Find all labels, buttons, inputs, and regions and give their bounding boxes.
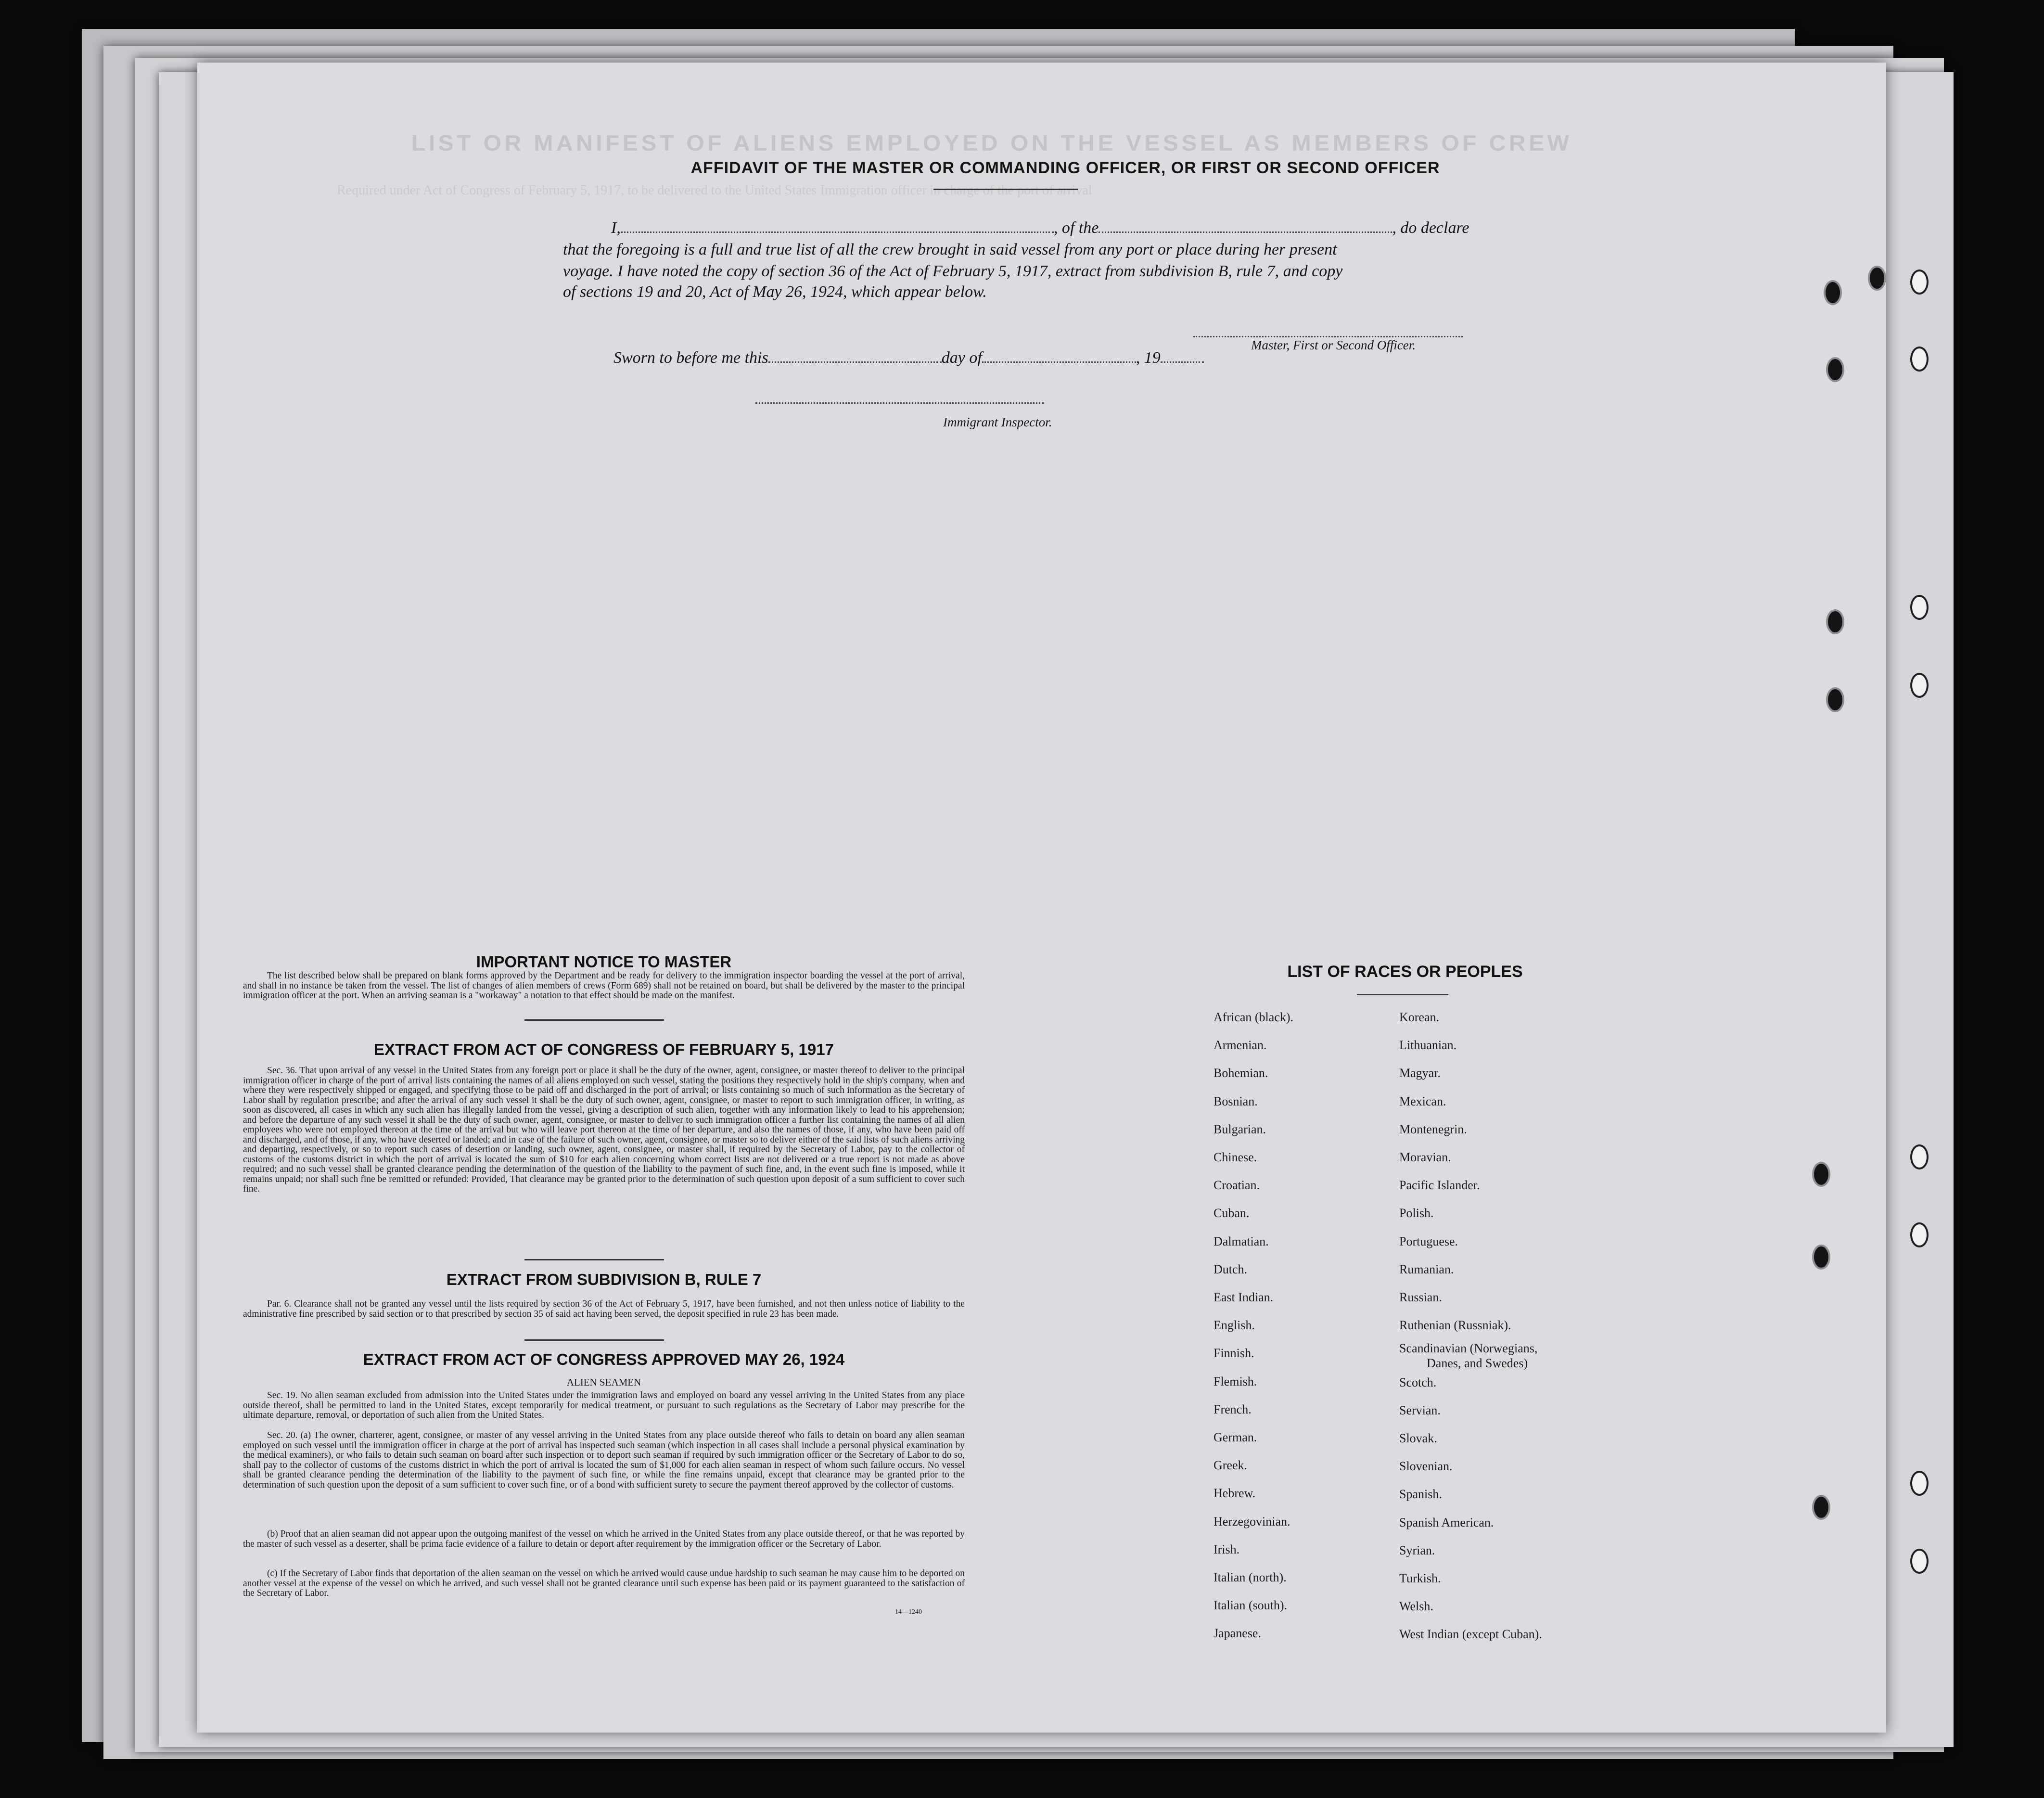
section-rule xyxy=(1357,994,1448,995)
race-item: Montenegrin. xyxy=(1399,1122,1467,1136)
punch-hole-icon xyxy=(1824,280,1842,305)
race-item: Italian (south). xyxy=(1214,1598,1288,1613)
extract-rule7-body: Par. 6. Clearance shall not be granted any vessel until the lists required by section 36 of the Act of February 5, 1917, have been furnished, and not then unless notice of liability to the administrative fine prescribed by said section or to that prescribed by section 35 of said act having been served, the deposit specified in rule 23 has been made. xyxy=(243,1299,965,1319)
race-item: Scotch. xyxy=(1399,1375,1437,1389)
race-item: Japanese. xyxy=(1214,1626,1261,1641)
race-item: Greek. xyxy=(1214,1458,1248,1473)
race-item: Irish. xyxy=(1214,1542,1240,1556)
sworn-day-blank xyxy=(768,351,942,363)
punch-hole-icon xyxy=(1826,609,1844,634)
race-item: West Indian (except Cuban). xyxy=(1399,1627,1542,1642)
affidavit-title: AFFIDAVIT OF THE MASTER OR COMMANDING OFFICER, OR FIRST OR SECOND OFFICER xyxy=(690,159,1440,177)
race-item: Rumanian. xyxy=(1399,1262,1454,1276)
punch-hole-icon xyxy=(1812,1495,1830,1520)
punch-hole-icon xyxy=(1826,687,1844,712)
race-item: Mexican. xyxy=(1399,1094,1446,1108)
race-item: French. xyxy=(1214,1402,1252,1416)
sworn-line xyxy=(613,349,1557,367)
affidavit-text-line: voyage. I have noted the copy of section 36 of the Act of February 5, 1917, extract from subdivision B, rule 7, and copy xyxy=(563,262,1343,280)
section-rule xyxy=(524,1259,664,1260)
punch-hole-icon xyxy=(1910,673,1929,698)
race-item: Bulgarian. xyxy=(1214,1122,1266,1136)
form-number: 14—1240 xyxy=(895,1608,922,1616)
affidavit-text-line: of sections 19 and 20, Act of May 26, 1924, which appear below. xyxy=(563,283,987,301)
race-item: Korean. xyxy=(1399,1010,1440,1024)
race-item: Dalmatian. xyxy=(1214,1234,1269,1248)
punch-hole-icon xyxy=(1910,347,1929,372)
affidavit-text-line: that the foregoing is a full and true list of all the crew brought in said vessel from any port or place during her present xyxy=(563,241,1337,258)
race-item: Cuban. xyxy=(1214,1206,1250,1220)
inspector-signature-label: Immigrant Inspector. xyxy=(943,415,1052,429)
punch-hole-icon xyxy=(1812,1245,1830,1270)
alien-seamen-subtitle: ALIEN SEAMEN xyxy=(566,1376,641,1388)
race-item: Slovenian. xyxy=(1399,1459,1453,1474)
punch-hole-icon xyxy=(1826,357,1844,382)
punch-hole-icon xyxy=(1910,1471,1929,1496)
extract-1917-title: EXTRACT FROM ACT OF CONGRESS OF FEBRUARY 5, 1917 xyxy=(374,1040,834,1058)
race-item: East Indian. xyxy=(1214,1290,1274,1304)
punch-hole-icon xyxy=(1910,270,1929,295)
race-item: Ruthenian (Russniak). xyxy=(1399,1318,1511,1333)
race-item: Scandinavian (Norwegians, xyxy=(1399,1341,1538,1356)
affidavit-of-the: , of the xyxy=(1053,219,1099,237)
race-item: Russian. xyxy=(1399,1290,1442,1304)
title-rule xyxy=(933,189,1078,190)
punch-hole-icon xyxy=(1868,266,1886,291)
master-signature-label: Master, First or Second Officer. xyxy=(1251,338,1416,352)
race-item: Armenian. xyxy=(1214,1038,1267,1053)
race-item: Moravian. xyxy=(1399,1150,1451,1164)
punch-hole-icon xyxy=(1910,1222,1929,1247)
race-item: Bosnian. xyxy=(1214,1094,1258,1108)
notice-body: The list described below shall be prepared on blank forms approved by the Department and be ready for delivery to the immigration inspector boarding the vessel at the port of arrival, and shall in no instance be taken from the vessel. The list of changes of alien members of crews (Form 689) shall not be retained on board, but shall be delivered by the master to the principal immigration officer at the port. When an arriving seaman is a "workaway" a notation to that effect should be made on the manifest. xyxy=(243,971,965,1001)
vessel-blank xyxy=(1099,221,1392,233)
sworn-year: , 19 xyxy=(1136,349,1161,367)
extract-1924-sec20c: (c) If the Secretary of Labor finds that deportation of the alien seaman on the vessel on which he arrived would cause undue hardship to such seaman he may cause him to be deported on another vessel at the expense of the vessel on which he arrived, and such vessel shall not be granted clearance until such expense has been paid or its payment guaranteed to the satisfaction of the Secretary of Labor. xyxy=(243,1568,965,1598)
race-item: Croatian. xyxy=(1214,1178,1260,1193)
inspector-signature-line xyxy=(755,402,1044,404)
race-item: Chinese. xyxy=(1214,1150,1257,1164)
punch-hole-icon xyxy=(1910,1144,1929,1169)
extract-1924-sec20b: (b) Proof that an alien seaman did not appear upon the outgoing manifest of the vessel on which he arrived in the United States from any place outside thereof, or that he was reported by the master of such vessel as a deserter, shall be prima facie evidence of a failure to detain or deport after requirement by the immigration officer or the Secretary of Labor. xyxy=(243,1529,965,1549)
races-title: LIST OF RACES OR PEOPLES xyxy=(1287,963,1523,981)
bleed-through-subtitle: Required under Act of Congress of February 5, 1917, to be delivered to the United States Immigration officer in charge of the port of arrival xyxy=(337,183,1092,198)
race-item: Finnish. xyxy=(1214,1346,1254,1361)
race-item: Slovak. xyxy=(1399,1431,1437,1445)
race-item: Portuguese. xyxy=(1399,1234,1458,1248)
race-item: Flemish. xyxy=(1214,1374,1257,1388)
affidavit-declaration-line xyxy=(563,219,1506,237)
race-item: Turkish. xyxy=(1399,1571,1441,1585)
race-item: Herzegovinian. xyxy=(1214,1514,1290,1528)
race-item: Pacific Islander. xyxy=(1399,1178,1480,1193)
race-item: Welsh. xyxy=(1399,1599,1433,1614)
notice-title: IMPORTANT NOTICE TO MASTER xyxy=(476,953,732,971)
race-item: Servian. xyxy=(1399,1403,1441,1417)
race-item: Syrian. xyxy=(1399,1543,1435,1557)
race-item: German. xyxy=(1214,1430,1257,1444)
punch-hole-icon xyxy=(1910,595,1929,620)
race-item: African (black). xyxy=(1214,1010,1294,1024)
race-item: Polish. xyxy=(1399,1206,1434,1220)
extract-1917-body: Sec. 36. That upon arrival of any vessel in the United States from any foreign port or place it shall be the duty of the owner, agent, consignee, or master thereof to deliver to the principal immigration officer in charge of the port of arrival lists containing the names of all aliens employed on such vessel, stating the positions they respectively hold in the ship's company, when and where they were respectively shipped or engaged, and specifying those to be paid off and discharged in the port of arrival; or lists containing so much of such information as the Secretary of Labor shall by regulation prescribe; and after the arrival of any such vessel it shall be the duty of such owner, agent, consignee, or master to report to such immigration officer, in writing, as soon as discovered, all cases in which any such alien has illegally landed from the vessel, giving a description of such alien, together with any information likely to lead to his apprehension; and before the departure of any such vessel it shall be the duty of such owner, agent, consignee, or master to deliver to such immigration officer a further list containing the names of all alien employees who were not employed thereon at the time of the arrival but who will leave port thereon at the time of her departure, and also the names of those, if any, who have been paid off and discharged, and of those, if any, who have deserted or landed; and in case of the failure of such owner, agent, consignee, or master so to deliver either of the said lists of such aliens arriving and departing, respectively, or so to report such cases of desertion or landing, such owner, agent, consignee, or master shall, if required by the Secretary of Labor, pay to the collector of customs of the customs district in which the port of arrival is located the sum of $10 for each alien concerning whom correct lists are not delivered or a true report is not made as above required; and no such vessel shall be granted clearance pending the determination of the question of the liability to the payment of such fine, and, in the event such fine is imposed, while it remains unpaid; nor shall such fine be remitted or refunded: Provided, That clearance may be granted prior to the determination of such question upon deposit of a sum sufficient to cover such fine. xyxy=(243,1066,965,1194)
master-signature-line xyxy=(1193,336,1463,337)
extract-rule7-title: EXTRACT FROM SUBDIVISION B, RULE 7 xyxy=(446,1271,762,1288)
punch-hole-icon xyxy=(1812,1162,1830,1187)
extract-1924-title: EXTRACT FROM ACT OF CONGRESS APPROVED MAY 26, 1924 xyxy=(363,1350,845,1368)
race-item: English. xyxy=(1214,1318,1255,1333)
affidavit-i: I, xyxy=(611,219,621,237)
sworn-day-of: day of xyxy=(941,349,982,367)
race-item: Magyar. xyxy=(1399,1066,1441,1080)
section-rule xyxy=(524,1339,664,1341)
section-rule xyxy=(524,1019,664,1021)
extract-1924-sec20a: Sec. 20. (a) The owner, charterer, agent, consignee, or master of any vessel arriving in the United States from any place outside thereof who fails to detain on board any alien seaman employed on such vessel until the immigration officer in charge at the port of arrival has inspected such seaman (which inspection in all cases shall include a personal physical examination by the medical examiners), or who fails to detain such seaman on board after such inspection or to deport such seaman if required by such immigration officer or the Secretary of Labor to do so, shall pay to the collector of customs of the customs district in which the port of arrival is located the sum of $1,000 for each alien seaman in respect of whom such failure occurs. No vessel shall be granted clearance pending the determination of the liability to the payment of such fine, or while the fine remains unpaid, except that clearance may be granted prior to the determination of such question upon the deposit of a sum sufficient to cover such fine, or of a bond with sufficient surety to secure the payment thereof approved by the collector of customs. xyxy=(243,1430,965,1490)
name-blank xyxy=(621,221,1054,233)
race-item-continued: Danes, and Swedes) xyxy=(1427,1356,1528,1370)
sworn-month-blank xyxy=(982,351,1136,363)
race-item: Italian (north). xyxy=(1214,1570,1287,1584)
race-item: Hebrew. xyxy=(1214,1486,1256,1501)
punch-hole-icon xyxy=(1910,1549,1929,1574)
affidavit-do-declare: , do declare xyxy=(1392,219,1469,237)
bleed-through-title: LIST OR MANIFEST OF ALIENS EMPLOYED ON THE VESSEL AS MEMBERS OF CREW xyxy=(411,130,1572,155)
race-item: Spanish American. xyxy=(1399,1515,1494,1529)
race-item: Bohemian. xyxy=(1214,1066,1268,1080)
race-item: Spanish. xyxy=(1399,1487,1442,1502)
sworn-year-blank xyxy=(1161,351,1204,363)
race-item: Dutch. xyxy=(1214,1262,1248,1276)
sworn-text: Sworn to before me this xyxy=(613,349,768,367)
extract-1924-sec19: Sec. 19. No alien seaman excluded from admission into the United States under the immigration laws and employed on board any vessel arriving in the United States from any place outside thereof, shall be permitted to land in the United States, except temporarily for medical treatment, or pursuant to such regulations as the Secretary of Labor may prescribe for the ultimate departure, removal, or deportation of such alien from the United States. xyxy=(243,1390,965,1420)
race-item: Lithuanian. xyxy=(1399,1038,1457,1053)
